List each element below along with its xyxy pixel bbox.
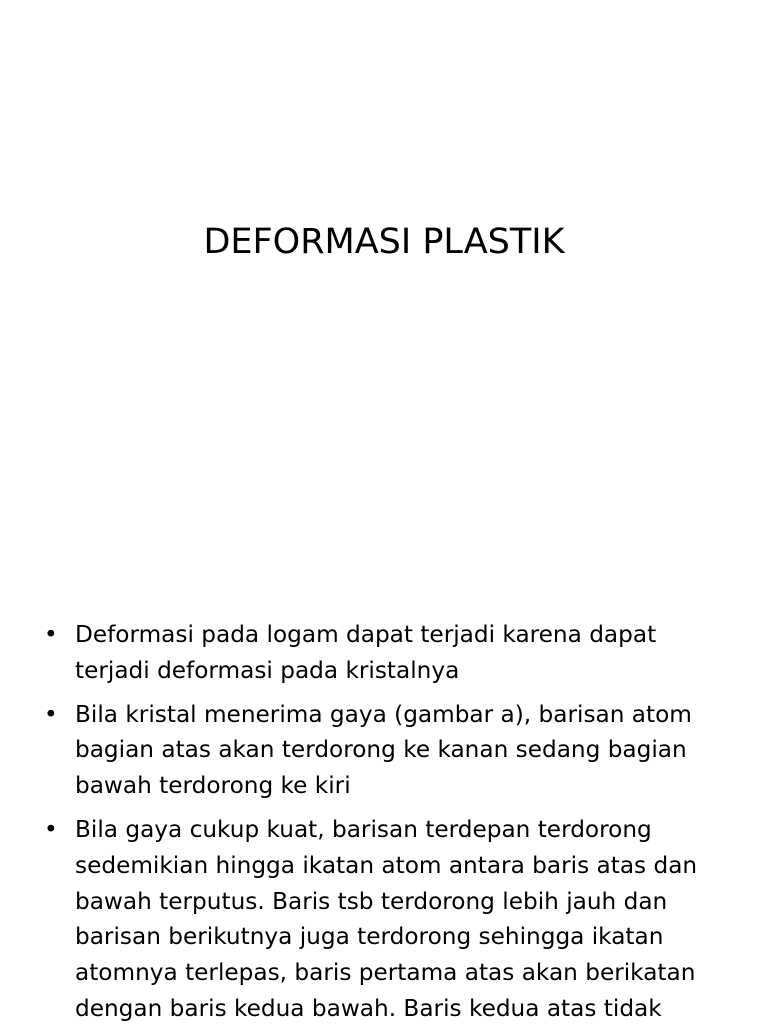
- bullet-text-line: bawah terdorong ke kiri: [75, 772, 351, 800]
- bullet-text-line: sedemikian hingga ikatan atom antara baris atas dan: [75, 851, 698, 879]
- bullet-list: [44, 617, 744, 1024]
- bullet-text-line: Deformasi pada logam dapat terjadi karena dapat: [75, 621, 657, 648]
- bullet-text-line: Bila gaya cukup kuat, barisan terdepan terdorong: [75, 815, 652, 843]
- bullet-text-line: terjadi deformasi pada kristalnya: [75, 656, 460, 684]
- bullet-icon: •: [44, 621, 58, 648]
- bullet-text-line: bawah terputus. Baris tsb terdorong lebih jauh dan: [75, 887, 668, 915]
- slide-title: DEFORMASI PLASTIK: [203, 222, 565, 262]
- bullet-text-line: atomnya terlepas, baris pertama atas akan berikatan: [75, 959, 696, 987]
- bullet-text-line: Bila kristal menerima gaya (gambar a), barisan atom: [75, 700, 692, 728]
- bullet-text-line: bagian atas akan terdorong ke kanan sedang bagian: [75, 736, 687, 764]
- bullet-icon: •: [44, 815, 58, 843]
- bullet-text-line: barisan berikutnya juga terdorong sehingga ikatan: [75, 923, 664, 951]
- bullet-icon: •: [44, 700, 58, 728]
- bullet-item: [44, 697, 744, 804]
- bullet-item: [44, 812, 744, 1024]
- bullet-item: [44, 617, 744, 689]
- bullet-text-line: dengan baris kedua bawah. Baris kedua atas tidak: [75, 994, 662, 1022]
